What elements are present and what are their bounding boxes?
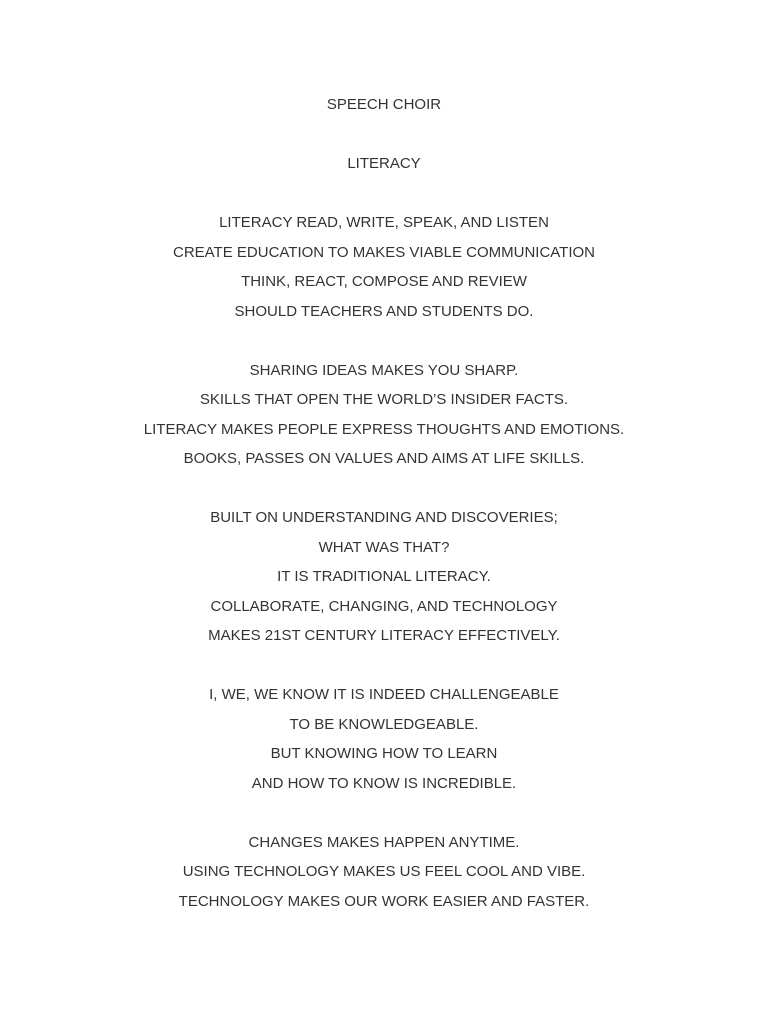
document-title: SPEECH CHOIR <box>326 96 442 113</box>
poem-line: MAKES 21ST CENTURY LITERACY EFFECTIVELY. <box>208 627 560 644</box>
blank-line <box>0 651 768 681</box>
blank-line <box>0 326 768 356</box>
stanza-1 <box>0 208 768 326</box>
poem-line: BUT KNOWING HOW TO LEARN <box>270 745 498 762</box>
poem-line: SKILLS THAT OPEN THE WORLD’S INSIDER FACTS. <box>199 391 569 408</box>
poem-line: SHOULD TEACHERS AND STUDENTS DO. <box>234 302 534 320</box>
stanza-2 <box>0 356 768 474</box>
poem-line: COLLABORATE, CHANGING, AND TECHNOLOGY <box>210 597 558 615</box>
poem-title: LITERACY <box>347 155 421 172</box>
blank-line <box>0 179 768 209</box>
stanza-5 <box>0 828 768 917</box>
poem-line: I, WE, WE KNOW IT IS INDEED CHALLENGEABLE <box>209 686 559 703</box>
poem-line: LITERACY MAKES PEOPLE EXPRESS THOUGHTS AND EMOTIONS. <box>143 420 625 438</box>
poem-line: IT IS TRADITIONAL LITERACY. <box>277 568 491 585</box>
poem-line: BOOKS, PASSES ON VALUES AND AIMS AT LIFE SKILLS. <box>183 450 585 467</box>
blank-line <box>0 120 768 150</box>
poem-line: LITERACY READ, WRITE, SPEAK, AND LISTEN <box>219 214 549 231</box>
poem-line: CREATE EDUCATION TO MAKES VIABLE COMMUNICATION <box>173 243 595 261</box>
poem-line: CHANGES MAKES HAPPEN ANYTIME. <box>248 833 520 851</box>
stanza-4 <box>0 680 768 798</box>
blank-line <box>0 474 768 504</box>
poem-line: TO BE KNOWLEDGEABLE. <box>289 715 479 733</box>
poem-line: USING TECHNOLOGY MAKES US FEEL COOL AND VIBE. <box>182 863 586 880</box>
blank-line <box>0 798 768 828</box>
poem-line: TECHNOLOGY MAKES OUR WORK EASIER AND FASTER. <box>178 892 590 910</box>
poem-line: AND HOW TO KNOW IS INCREDIBLE. <box>251 774 517 792</box>
poem-line: SHARING IDEAS MAKES YOU SHARP. <box>249 361 519 379</box>
poem-line: BUILT ON UNDERSTANDING AND DISCOVERIES; <box>210 509 558 526</box>
poem-line: THINK, REACT, COMPOSE AND REVIEW <box>241 273 527 290</box>
poem-line: WHAT WAS THAT? <box>318 538 450 556</box>
stanza-3 <box>0 503 768 651</box>
